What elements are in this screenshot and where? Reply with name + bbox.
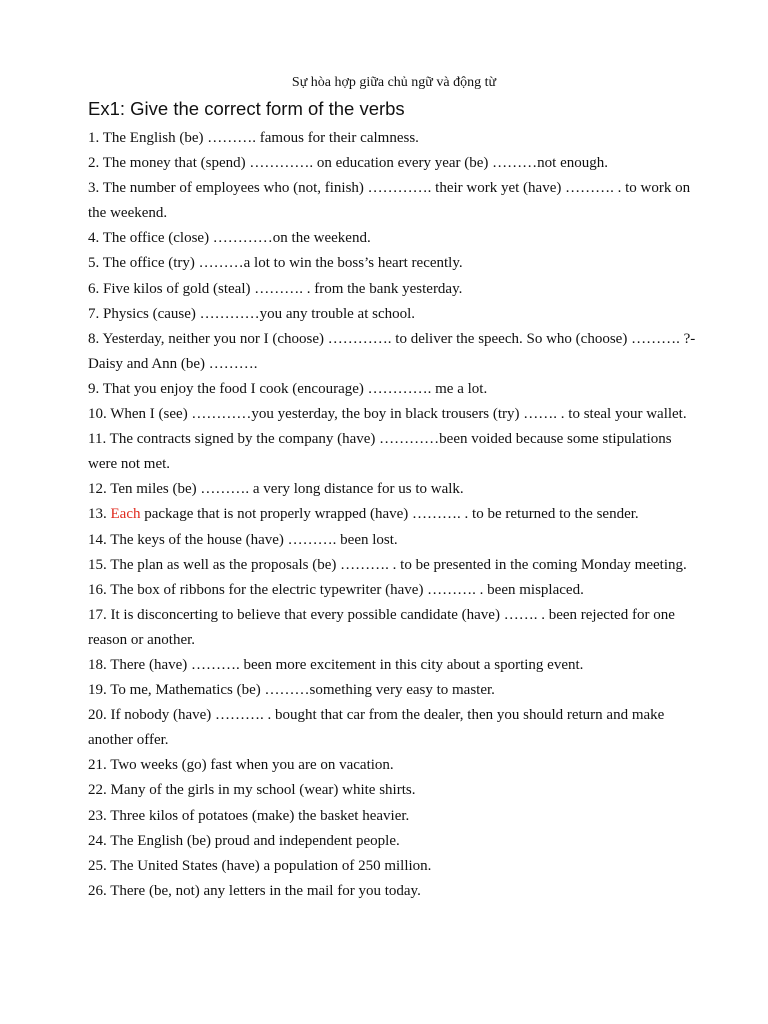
exercise-item: 25. The United States (have) a population of 250 million. [88,857,432,874]
exercise-item: 22. Many of the girls in my school (wear) white shirts. [88,782,416,799]
exercise-item: 1. The English (be) ………. famous for their calmness. [88,130,419,146]
exercise-item [88,502,700,527]
exercise-item: 21. Two weeks (go) fast when you are on vacation. [88,757,394,774]
exercise-item: 11. The contracts signed by the company (have) …………been voided because some stipulations were not met. [88,431,672,473]
exercise-item: 24. The English (be) proud and independent people. [88,832,400,849]
exercise-item: 16. The box of ribbons for the electric typewriter (have) ………. . been misplaced. [88,581,584,598]
document-title: Sự hòa hợp giữa chủ ngữ và động từ [291,75,497,90]
exercise-item: 7. Physics (cause) …………you any trouble at school. [88,305,416,322]
highlighted-word: Each [110,506,141,523]
exercise-item: 2. The money that (spend) …………. on education every year (be) ………not enough. [88,155,609,172]
exercise-item-text: package that is not properly wrapped (have) ………. . to be returned to the sender. [140,506,639,523]
exercise-item: 26. There (be, not) any letters in the mail for you today. [88,882,421,899]
exercise-item: 23. Three kilos of potatoes (make) the basket heavier. [88,807,410,824]
exercise-item: 9. That you enjoy the food I cook (encourage) …………. me a lot. [88,380,488,397]
exercise-item: 5. The office (try) ………a lot to win the boss’s heart recently. [88,255,463,272]
exercise-item: 12. Ten miles (be) ………. a very long distance for us to walk. [88,481,464,498]
exercise-item: 15. The plan as well as the proposals (be) ………. . to be presented in the coming Monday meeting. [88,556,687,573]
exercise-item: 19. To me, Mathematics (be) ………something very easy to master. [88,682,495,699]
exercise-item: 6. Five kilos of gold (steal) ………. . from the bank yesterday. [88,280,463,297]
exercise-item: 10. When I (see) …………you yesterday, the boy in black trousers (try) ……. . to steal your wallet. [88,406,687,423]
exercise-item: 14. The keys of the house (have) ………. been lost. [88,531,398,548]
exercise-item: 3. The number of employees who (not, finish) …………. their work yet (have) ………. . to work on the weekend. [88,180,691,222]
exercise-item: 18. There (have) ………. been more excitement in this city about a sporting event. [88,656,584,673]
exercise-item: 17. It is disconcerting to believe that every possible candidate (have) ……. . been rejected for one reason or another. [88,606,675,648]
exercise-heading: Ex1: Give the correct form of the verbs [88,98,405,119]
exercise-item-number: 13. [88,506,111,523]
exercise-list [88,126,700,904]
exercise-item: 4. The office (close) …………on the weekend. [88,230,371,247]
exercise-item: 8. Yesterday, neither you nor I (choose) …………. to deliver the speech. So who (choose) ………. ?- Daisy and Ann (be) ………. [88,330,696,372]
exercise-item: 20. If nobody (have) ………. . bought that car from the dealer, then you should return and make another offer. [88,707,665,749]
